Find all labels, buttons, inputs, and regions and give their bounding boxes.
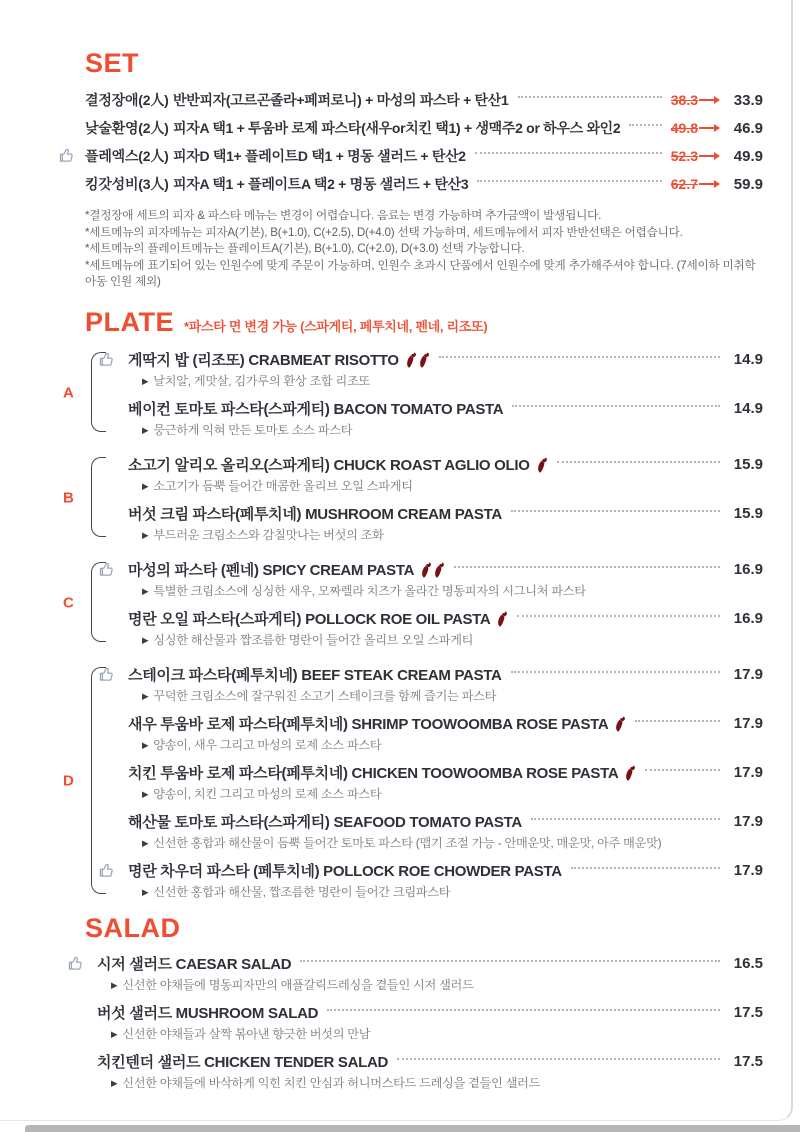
menu-item-line xyxy=(128,663,763,687)
description-text: 양송이, 치킨 그리고 마성의 로제 소스 파스타 xyxy=(153,786,382,801)
triangle-bullet-icon: ▶ xyxy=(142,739,149,750)
thumbs-up-icon xyxy=(98,351,115,368)
footnote: *세트메뉴의 피자메뉴는 피자A(기본), B(+1.0), C(+2.5), D(+4.0) 선택 가능하며, 세트메뉴에서 피자 반반선택은 어렵습니다. xyxy=(85,225,683,239)
menu-item-line xyxy=(128,761,763,785)
dotted-leader xyxy=(511,671,720,673)
menu-item-description xyxy=(142,633,763,648)
group-letter: B xyxy=(63,489,74,506)
set-name: 플레엑스(2人) xyxy=(85,148,169,164)
old-price: 62.7 xyxy=(670,176,698,192)
triangle-bullet-icon: ▶ xyxy=(142,375,149,386)
description-text: 부드러운 크림소스와 감칠맛나는 버섯의 조화 xyxy=(153,527,384,542)
menu-item xyxy=(128,712,763,753)
triangle-bullet-icon: ▶ xyxy=(142,634,149,645)
description-text: 뭉근하게 익혀 만든 토마토 소스 파스타 xyxy=(153,422,353,437)
menu-item xyxy=(97,1050,763,1091)
price: 16.9 xyxy=(733,610,763,627)
set-composition: 반반피자(고르곤졸라+페퍼로니) + 마성의 파스타 + 탄산1 xyxy=(173,92,509,108)
menu-item-description xyxy=(111,978,763,993)
menu-item xyxy=(128,761,763,802)
dotted-leader xyxy=(511,510,720,512)
chili-icon xyxy=(418,352,430,368)
set-row xyxy=(85,114,763,142)
menu-item-name: 해산물 토마토 파스타(스파게티) SEAFOOD TOMATO PASTA xyxy=(128,814,522,831)
menu-item-line xyxy=(128,558,763,582)
menu-item xyxy=(128,397,763,438)
section-title-salad: SALAD xyxy=(85,912,181,943)
menu-item-name: 스테이크 파스타(페투치네) BEEF STEAK CREAM PASTA xyxy=(128,667,502,684)
description-text: 신선한 야채들에 바삭하게 익힌 치킨 안심과 허니머스타드 드레싱을 곁들인 샐러드 xyxy=(122,1075,541,1090)
dotted-leader xyxy=(327,1009,720,1011)
description-text: 신선한 야채들에 명동피자만의 애플갈릭드레싱을 곁들인 시저 샐러드 xyxy=(122,977,474,992)
triangle-bullet-icon: ▶ xyxy=(142,788,149,799)
section-title-set: SET xyxy=(85,48,140,78)
dotted-leader xyxy=(439,356,720,358)
group-bracket xyxy=(91,667,106,894)
triangle-bullet-icon: ▶ xyxy=(142,424,149,435)
menu-item-name: 소고기 알리오 올리오(스파게티) CHUCK ROAST AGLIO OLIO xyxy=(128,457,530,474)
menu-item-description xyxy=(142,836,763,851)
dotted-leader xyxy=(571,867,720,869)
spice-level-1 xyxy=(614,716,626,732)
spice-level-1 xyxy=(536,457,548,473)
price: 16.5 xyxy=(733,955,763,972)
section-header-plate xyxy=(85,306,763,337)
chili-icon xyxy=(536,457,548,473)
description-text: 꾸덕한 크림소스에 잘구워진 소고기 스테이크를 함께 즐기는 파스타 xyxy=(153,688,497,703)
menu-item-line xyxy=(97,952,763,976)
thumbs-up-icon xyxy=(98,666,115,683)
price: 15.9 xyxy=(733,456,763,473)
set-name: 킹갓성비(3人) xyxy=(85,176,169,192)
menu-item-description xyxy=(142,374,763,389)
thumbs-up-icon xyxy=(67,955,84,972)
menu-item-name: 버섯 샐러드 MUSHROOM SALAD xyxy=(97,1005,319,1022)
dotted-leader xyxy=(477,180,661,182)
menu-item-description xyxy=(142,885,763,900)
description-text: 날치알, 게맛살, 김가루의 환상 조합 리조또 xyxy=(153,373,370,388)
description-text: 특별한 크림소스에 싱싱한 새우, 모짜렐라 치즈가 올라간 명동피자의 시그니처 파스타 xyxy=(153,583,586,598)
menu-item xyxy=(128,453,763,494)
dotted-leader xyxy=(557,461,720,463)
thumbs-up-icon xyxy=(58,147,75,164)
menu-item xyxy=(128,810,763,851)
plate-subtitle: *파스타 면 변경 가능 (스파게티, 페투치네, 펜네, 리조또) xyxy=(184,318,488,334)
menu-item-line xyxy=(97,1050,763,1074)
menu-item xyxy=(128,663,763,704)
chili-icon xyxy=(624,765,636,781)
description-text: 신선한 홍합과 해산물, 짭조름한 명란이 들어간 크림파스타 xyxy=(153,884,451,899)
old-price: 52.3 xyxy=(670,148,698,164)
menu-item-description xyxy=(142,787,763,802)
price: 15.9 xyxy=(733,505,763,522)
set-composition: 피자A 택1 + 플레이트A 택2 + 명동 샐러드 + 탄산3 xyxy=(173,176,469,192)
triangle-bullet-icon: ▶ xyxy=(142,480,149,491)
dotted-leader xyxy=(645,769,720,771)
price: 17.5 xyxy=(733,1004,763,1021)
price: 16.9 xyxy=(733,561,763,578)
triangle-bullet-icon: ▶ xyxy=(142,529,149,540)
thumbs-up-icon xyxy=(98,862,115,879)
chili-icon xyxy=(405,352,417,368)
spice-level-2 xyxy=(420,562,445,578)
menu-item-description xyxy=(142,689,763,704)
chili-icon xyxy=(420,562,432,578)
price: 17.9 xyxy=(733,666,763,683)
set-row xyxy=(85,86,763,114)
group-letter: A xyxy=(63,384,74,401)
group-letter: D xyxy=(63,772,74,790)
price: 17.9 xyxy=(733,862,763,879)
dotted-leader xyxy=(517,615,720,617)
group-letter: C xyxy=(63,594,74,611)
menu-item-name: 게딱지 밥 (리조또) CRABMEAT RISOTTO xyxy=(128,352,399,369)
triangle-bullet-icon: ▶ xyxy=(111,1028,118,1039)
description-text: 싱싱한 해산물과 짭조름한 명란이 들어간 올리브 오일 스파게티 xyxy=(153,632,474,647)
menu-item-description xyxy=(111,1027,763,1042)
salad-items xyxy=(85,952,763,1091)
set-row xyxy=(85,170,763,198)
group-bracket xyxy=(91,457,106,537)
footnote: *세트메뉴의 플레이트메뉴는 플레이트A(기본), B(+1.0), C(+2.0), D(+3.0) 선택 가능합니다. xyxy=(85,242,525,255)
spice-level-1 xyxy=(496,611,508,627)
menu-item-description xyxy=(142,738,763,753)
price: 17.9 xyxy=(733,715,763,732)
description-text: 양송이, 새우 그리고 마성의 로제 소스 파스타 xyxy=(153,737,382,752)
menu-item-line xyxy=(128,859,763,883)
dotted-leader xyxy=(397,1058,720,1060)
description-text: 소고기가 듬뿍 들어간 매콤한 올리브 오일 스파게티 xyxy=(153,478,413,493)
set-name: 낮술환영(2人) xyxy=(85,120,169,136)
menu-item-description xyxy=(111,1076,763,1091)
price: 17.9 xyxy=(733,813,763,830)
menu-item-name: 시저 샐러드 CAESAR SALAD xyxy=(97,956,292,973)
menu-item xyxy=(128,607,763,648)
section-title-plate: PLATE xyxy=(85,306,174,337)
set-composition: 피자A 택1 + 투움바 로제 파스타(새우or치킨 택1) + 생맥주2 or 하우스 와인2 xyxy=(173,120,621,136)
chili-icon xyxy=(496,611,508,627)
menu-item xyxy=(128,502,763,543)
menu-content xyxy=(63,48,763,1099)
triangle-bullet-icon: ▶ xyxy=(111,1077,118,1088)
price: 46.9 xyxy=(733,119,763,137)
set-name: 결정장애(2人) xyxy=(85,92,169,108)
menu-item xyxy=(128,558,763,599)
price-arrow-icon xyxy=(699,127,715,129)
dotted-leader xyxy=(635,720,720,722)
triangle-bullet-icon: ▶ xyxy=(142,886,149,897)
chili-icon xyxy=(614,716,626,732)
thumbs-up-icon xyxy=(98,561,115,578)
menu-item-name: 버섯 크림 파스타(페투치네) MUSHROOM CREAM PASTA xyxy=(128,506,502,523)
old-price: 49.8 xyxy=(670,120,698,136)
menu-item-line xyxy=(128,607,763,631)
dotted-leader xyxy=(629,124,661,126)
menu-item-description xyxy=(142,584,763,599)
old-price: 38.3 xyxy=(670,92,698,108)
menu-item xyxy=(128,859,763,900)
set-footnotes xyxy=(85,208,763,291)
price: 17.9 xyxy=(733,764,763,781)
triangle-bullet-icon: ▶ xyxy=(142,837,149,848)
description-text: 신선한 야채들과 살짝 볶아낸 향긋한 버섯의 만남 xyxy=(122,1026,371,1041)
next-page-edge xyxy=(25,1125,800,1132)
menu-item-name: 명란 오일 파스타(스파게티) POLLOCK ROE OIL PASTA xyxy=(128,611,491,628)
menu-item-line xyxy=(97,1001,763,1025)
menu-item-description xyxy=(142,479,763,494)
plate-group-d xyxy=(63,663,763,900)
menu-item xyxy=(97,1001,763,1042)
menu-item-line xyxy=(128,502,763,526)
triangle-bullet-icon: ▶ xyxy=(142,585,149,596)
price: 14.9 xyxy=(733,400,763,417)
price: 17.5 xyxy=(733,1053,763,1070)
price-arrow-icon xyxy=(699,99,715,101)
menu-item-name: 새우 투움바 로제 파스타(페투치네) SHRIMP TOOWOOMBA ROSE PASTA xyxy=(128,716,609,733)
menu-item-description xyxy=(142,528,763,543)
menu-item-line xyxy=(128,397,763,421)
menu-item xyxy=(97,952,763,993)
price-arrow-icon xyxy=(699,155,715,157)
plate-group-a xyxy=(63,348,763,438)
footnote: *결정장애 세트의 피자 & 파스타 메뉴는 변경이 어렵습니다. 음료는 변경 가능하며 추가금액이 발생됩니다. xyxy=(85,209,602,222)
price: 14.9 xyxy=(733,351,763,368)
menu-item-line xyxy=(128,810,763,834)
price: 59.9 xyxy=(733,175,763,193)
menu-item-line xyxy=(128,712,763,736)
menu-item xyxy=(128,348,763,389)
price-arrow-icon xyxy=(699,183,715,185)
triangle-bullet-icon: ▶ xyxy=(142,690,149,701)
triangle-bullet-icon: ▶ xyxy=(111,979,118,990)
footnote: *세트메뉴에 표기되어 있는 인원수에 맞게 주문이 가능하며, 인원수 초과시 단품에서 인원수에 맞게 추가해주셔야 합니다. (7세이하 미취학 아동 인원 제외) xyxy=(85,258,756,288)
spice-level-2 xyxy=(405,352,430,368)
dotted-leader xyxy=(531,818,720,820)
spice-level-1 xyxy=(624,765,636,781)
menu-item-line xyxy=(128,348,763,372)
menu-item-name: 치킨텐더 샐러드 CHICKEN TENDER SALAD xyxy=(97,1054,389,1071)
dotted-leader xyxy=(454,566,720,568)
menu-item-name: 마성의 파스타 (펜네) SPICY CREAM PASTA xyxy=(128,562,415,579)
set-row xyxy=(85,142,763,170)
menu-item-line xyxy=(128,453,763,477)
description-text: 신선한 홍합과 해산물이 듬뿍 들어간 토마토 파스타 (맵기 조절 가능 - 안매운맛, 매운맛, 아주 매운맛) xyxy=(153,835,662,850)
menu-item-name: 치킨 투움바 로제 파스타(페투치네) CHICKEN TOOWOOMBA ROSE PASTA xyxy=(128,765,619,782)
menu-item-description xyxy=(142,423,763,438)
price: 49.9 xyxy=(733,147,763,165)
dotted-leader xyxy=(475,152,662,154)
menu-item-name: 명란 차우더 파스타 (페투치네) POLLOCK ROE CHOWDER PASTA xyxy=(128,863,562,880)
dotted-leader xyxy=(518,96,662,98)
dotted-leader xyxy=(512,405,720,407)
plate-group-c xyxy=(63,558,763,648)
price: 33.9 xyxy=(733,91,763,109)
dotted-leader xyxy=(300,960,720,962)
set-composition: 피자D 택1+ 플레이트D 택1 + 명동 샐러드 + 탄산2 xyxy=(173,148,466,164)
menu-item-name: 베이컨 토마토 파스타(스파게티) BACON TOMATO PASTA xyxy=(128,401,504,418)
chili-icon xyxy=(433,562,445,578)
plate-group-b xyxy=(63,453,763,543)
